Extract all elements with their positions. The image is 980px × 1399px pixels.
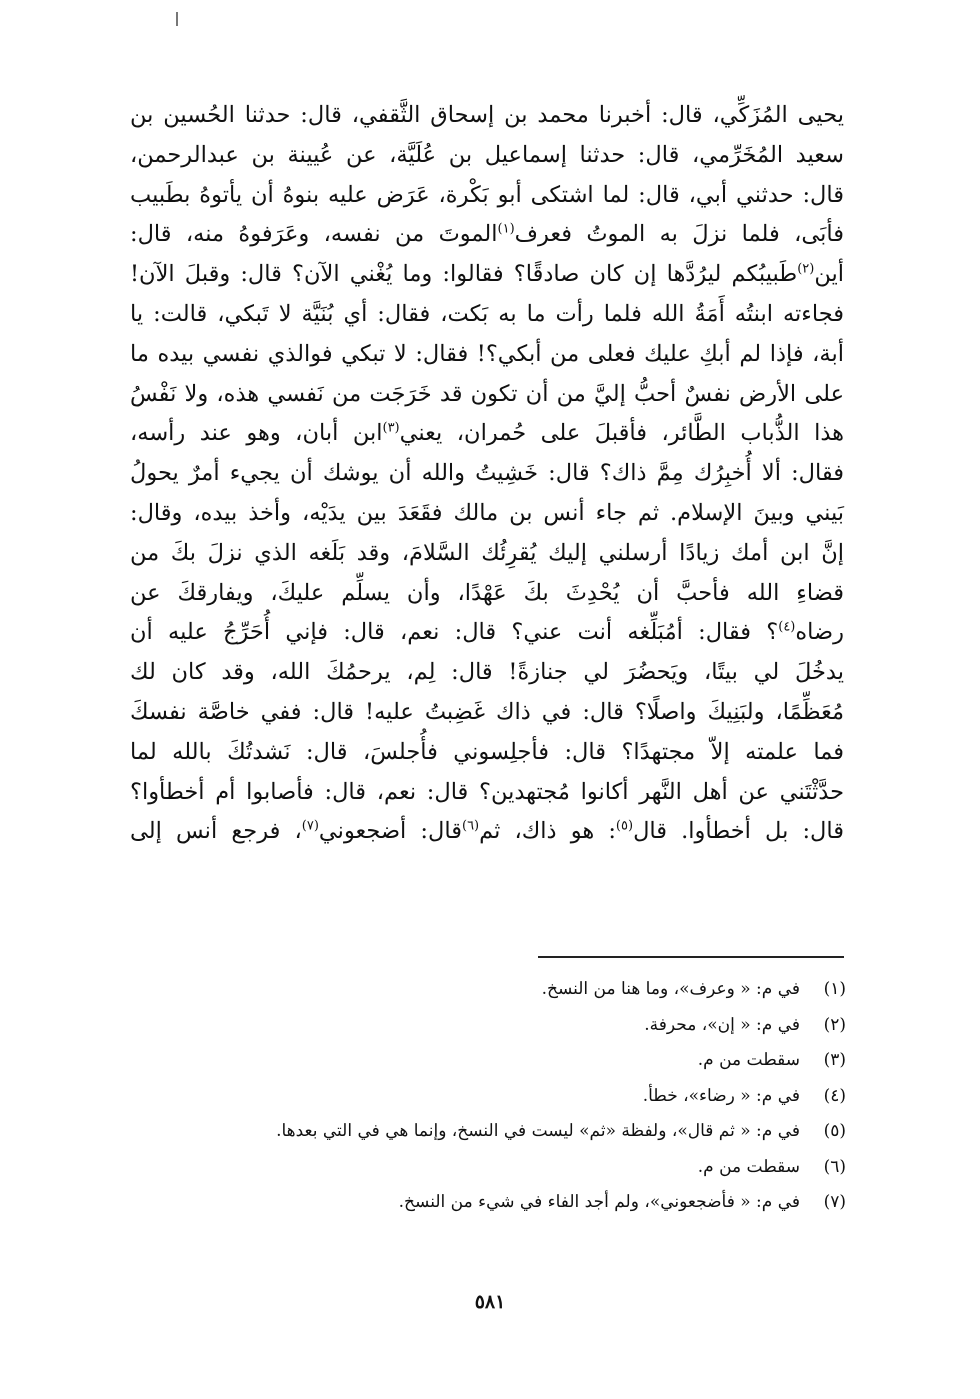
footnote-item — [126, 1185, 846, 1221]
scan-mark — [176, 12, 178, 26]
text-segment: هذا الذُّباب الطَّائر، فأقبلَ على حُمران، يعني — [399, 420, 844, 447]
footnote-number: (٥) — [823, 1121, 846, 1141]
text-line — [130, 494, 844, 534]
page-number: ٥٨١ — [474, 1291, 506, 1313]
text-segment: قضاءِ الله فأحبَّ أن يُحْدِثَ بكَ عَهْدًا، وأن يسلِّم عليكَ، ويفارقكَ عن — [130, 579, 844, 606]
text-line — [130, 335, 844, 375]
text-segment: على الأرض نفسٌ أحبُّ إليَّ من أن تكون قد خَرَجَت من نَفسي هذه، ولا نَفْسُ — [130, 380, 844, 407]
footnote-item — [126, 1150, 846, 1186]
text-line — [130, 136, 844, 176]
text-line — [130, 653, 844, 693]
text-line — [130, 733, 844, 773]
footnote-text: في م: « فأضجعوني»، ولم أجد الفاء في شيء من النسخ. — [398, 1192, 800, 1212]
footnote-text: في م: « إن»، محرفة. — [644, 1014, 800, 1035]
text-segment: بَيني وبينَ الإسلام. ثم جاء أنس بن مالك فقَعَدَ بين يدَيْه، وأخذ بيده، وقال: — [130, 499, 844, 526]
text-segment: يحيى المُزَكِّي، قال: أخبرنا محمد بن إسحاق الثَّقفي، قال: حدثنا الحُسين بن — [130, 102, 844, 128]
footnote-reference: (١) — [497, 221, 515, 237]
text-segment: سعيد المُخَرِّمي، قال: حدثنا إسماعيل بن عُلَيَّة، عن عُيينة بن عبدالرحمن، — [130, 141, 844, 168]
text-segment: فقال: ألا أُخبِرُك مِمَّ ذاك؟ قال: خَشِيتُ والله أن يوشك أن يجيء أمرٌ يحولُ — [130, 460, 844, 487]
footnote-reference: (٢) — [797, 261, 815, 277]
text-line — [130, 454, 844, 494]
footnote-item — [126, 1079, 846, 1115]
text-segment: ؟ فقال: أمُبَلِّغه أنت عني؟ قال: نعم، قال: فإني أُحَرِّجُ عليه أن — [130, 619, 779, 646]
footnote-number: (٣) — [823, 1050, 846, 1070]
text-line — [130, 176, 844, 216]
text-segment: الموتَ من نفسه، وعَرَفوهُ منه، قال: — [130, 221, 498, 248]
text-line — [130, 574, 844, 614]
text-segment: قال: حدثني أبي، قال: لما اشتكى أبو بَكْرة، عَرَض عليه بنوهُ أن يأتوهُ بطَبيب — [130, 181, 844, 208]
text-line — [130, 414, 844, 454]
text-line — [130, 812, 844, 852]
footnote-reference: (٥) — [615, 818, 634, 834]
footnote-text: في م: « رضاء»، خطأ. — [642, 1085, 800, 1106]
footnote-text: سقطت من م. — [697, 1156, 800, 1177]
text-segment: قال: بل أخطأوا. قال — [633, 818, 845, 845]
text-segment: يدخُلَ لي بيتًا، ويَحضُرَ لي جنازةً! قال: لِم، يرحمُكَ الله، وقد كان لك — [130, 659, 844, 686]
text-segment: أين — [814, 261, 844, 288]
main-text-block — [130, 96, 844, 852]
text-segment: فما علمته إلاّ مجتهدًا؟ قال: فأجلِسوني فأُجلسَ، قال: نَشدتُكَ بالله لما — [130, 738, 844, 765]
text-segment: ابن أبان، وهو عند رأسه، — [130, 420, 383, 447]
text-segment: طَبيبُكم ليرُدَّها إن كان صادقًا؟ فقالوا: وما يُغْني الآن؟ قال: وقبلَ الآن! — [130, 261, 798, 288]
footnote-number: (٤) — [823, 1085, 846, 1106]
footnote-reference: (٧) — [301, 818, 319, 834]
footnote-item — [126, 1008, 846, 1044]
text-line — [130, 693, 844, 733]
footnote-text: في م: « وعرف»، وما هنا من النسخ. — [541, 979, 800, 999]
text-segment: : هو ذاك، ثم — [479, 818, 616, 845]
footnote-number: (٧) — [823, 1192, 846, 1212]
text-line — [130, 375, 844, 415]
text-line — [130, 255, 844, 295]
footnote-number: (٦) — [823, 1156, 846, 1177]
footnote-item — [126, 1114, 846, 1150]
footnote-separator — [538, 956, 844, 958]
text-line — [130, 613, 844, 653]
footnote-number: (٢) — [823, 1014, 846, 1035]
footnotes-block — [126, 972, 846, 1221]
text-segment: فأبَى، فلما نزلَ به الموتُ فعرف — [514, 221, 844, 248]
text-segment: ، فرجع أنس إلى — [130, 818, 302, 845]
text-segment: رضاه — [795, 619, 844, 646]
footnote-text: سقطت من م. — [697, 1050, 800, 1070]
text-segment: فجاءته ابنتُه أَمَةُ الله فلما رأت ما به بَكت، فقال: أي بُنَيَّة لا تَبكي، قالت: يا — [130, 300, 844, 327]
footnote-item — [126, 1043, 846, 1079]
text-line — [130, 773, 844, 813]
footnote-number: (١) — [823, 979, 846, 999]
text-line — [130, 534, 844, 574]
footnote-item — [126, 972, 846, 1008]
footnote-reference: (٤) — [778, 619, 796, 635]
text-segment: قال: أضجعوني — [318, 818, 462, 845]
text-line — [130, 215, 844, 255]
text-segment: حدَّثْتَني عن أهل النَّهر أكانوا مُجتهدين؟ قال: نعم، قال: فأصابوا أم أخطأوا؟ — [130, 778, 844, 805]
text-line — [130, 295, 844, 335]
text-segment: أبة، فإذا لم أبكِ عليك فعلى من أبكي؟! فقال: لا تبكي فوالذي نفسي بيده ما — [130, 340, 844, 367]
text-segment: مُعَظِّمًا، ولبَنِيكَ واصلًا؟ قال: في ذاك غَضِبتُ عليه! قال: ففي خاصَّة نفسكَ — [130, 698, 844, 725]
text-line — [130, 96, 844, 136]
footnote-reference: (٣) — [382, 420, 400, 436]
footnote-text: في م: « ثم قال»، ولفظة «ثم» ليست في النسخ، وإنما هي في التي بعدها. — [276, 1121, 800, 1141]
text-segment: إنَّ ابن أمك زيادًا أرسلني إليك يُقرِئُك السَّلامَ، وقد بَلَغه الذي نزلَ بكَ من — [130, 539, 844, 566]
footnote-reference: (٦) — [461, 818, 480, 834]
